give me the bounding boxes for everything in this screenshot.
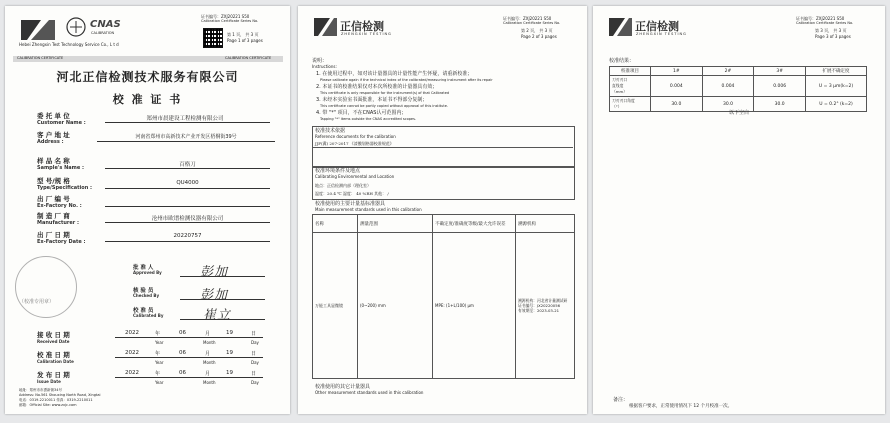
results-title: 校准结果：: [609, 58, 635, 64]
blank-below-note: 以下空白: [728, 110, 749, 116]
received-day-en: Day: [251, 340, 259, 345]
zhengxin-logo-icon: [312, 16, 338, 38]
result-row-2-sample-2: 30.0: [702, 97, 754, 112]
seal-watermark: [15, 256, 77, 318]
verifier-signature: 彭加: [200, 288, 229, 303]
page-number-en: Page 1 of 3 pages: [227, 38, 263, 43]
reference-title: 校准技术依据: [315, 128, 346, 134]
remark-body: 根据客户要求，正常使用情况下 12 个月校准一次。: [629, 404, 733, 409]
sample-underline: [105, 168, 270, 169]
page-number-en: Page 3 of 3 pages: [815, 34, 851, 39]
traceability-cert-no: 证书编号：JX20220056: [518, 303, 561, 308]
received-underline: [115, 337, 263, 338]
ex-factory-date-underline: [105, 241, 270, 242]
results-header-2: 2#: [702, 67, 754, 76]
issue-year: 2022: [125, 370, 139, 376]
zhengxin-logo-icon: [19, 18, 59, 42]
ex-factory-date-value: 20220757: [173, 233, 202, 239]
reference-body: JJF(冀) 207-2017 《漆膜划格器校准规范》: [315, 141, 394, 146]
calibration-year: 2022: [125, 350, 139, 356]
received-day: 19: [226, 330, 233, 336]
type-underline: [105, 188, 270, 189]
received-month-en: Month: [203, 340, 216, 345]
address-value: 河南省郑州市高新技术产业开发区梧桐街39号: [135, 134, 237, 140]
header-band-right-text: CALIBRATION CERTIFICATE: [225, 56, 272, 60]
header-name: 名称: [313, 215, 358, 233]
address-label: 客 户 地 址: [37, 131, 70, 139]
result-row-1-sample-3: 0.006: [754, 76, 806, 97]
note-1-en: Please calibrate again if the technical index of the calibrated/measuring instrument after its repair: [320, 78, 493, 82]
page-number-cn: 第 2 页， 共 3 页: [521, 28, 553, 33]
cert-no-en: Calibration Certificate Series No.: [503, 21, 561, 25]
note-3: 3. 未经本实验室书面批准，本证书不得部分复制；: [316, 97, 428, 103]
calibration-year-en: Year: [155, 360, 164, 365]
standards-table: [312, 214, 575, 379]
calibration-day: 19: [226, 350, 233, 356]
calibrator-label: 校 准 员: [133, 308, 154, 314]
certificate-title: 校 准 证 书: [112, 93, 183, 106]
result-row-1-item: 刀刃刃口 直线度 （mm）: [610, 76, 651, 97]
issue-day-en: Day: [251, 380, 259, 385]
type-label: 型 号/规 格: [37, 177, 70, 185]
page-number-cn: 第 1 页， 共 3 页: [227, 32, 259, 37]
sample-label-en: Sample's Name :: [37, 165, 85, 171]
results-header-uncertainty: 扩展不确定度: [806, 67, 867, 76]
logo-en: ZHENGXIN TESTING: [341, 32, 392, 36]
standard-uncertainty: MPE: (1+L/100) μm: [433, 233, 516, 379]
footer-web: 邮箱：Official Site: www.zxjc.com: [19, 403, 77, 407]
client-value: 郑州市晨建设工程检测有限公司: [146, 116, 224, 122]
footer-tel: 电话：0319-2210011 传真：0319-2210011: [19, 398, 93, 402]
issue-month-unit: 月: [205, 371, 211, 377]
calibration-month: 06: [179, 350, 186, 356]
result-row-2-sample-3: 30.0: [754, 97, 806, 112]
received-year-en: Year: [155, 340, 164, 345]
cert-no-en: Calibration Certificate Series No.: [796, 21, 854, 25]
header-traceability: 溯源机构: [516, 215, 575, 233]
result-row-1-uncertainty: U = 3 μm(k=2): [806, 76, 867, 97]
issue-year-en: Year: [155, 380, 164, 385]
type-label-en: Type/Specification :: [37, 185, 93, 191]
note-2-en: This certificate is only responsible for the instrument(s) of that Calibrated: [320, 91, 450, 95]
page-number-en: Page 2 of 3 pages: [521, 34, 557, 39]
received-date-label-en: Received Date: [37, 339, 70, 344]
logo-en: ZHENGXIN TESTING: [636, 32, 687, 36]
result-row-1-sample-1: 0.004: [651, 76, 703, 97]
factory-no-underline: [105, 206, 270, 207]
traceability-institute: 溯源机构：河北省计量测试研: [518, 298, 568, 303]
calibration-date-label: 校 准 日 期: [37, 351, 70, 359]
result-row-2-sample-1: 30.0: [651, 97, 703, 112]
note-4: 4. 带 "*" 项目，不在CNAS认可范围内；: [316, 110, 407, 116]
client-label-en: Customer Name :: [37, 120, 86, 126]
zhengxin-logo-icon: [607, 16, 633, 38]
verifier-label-en: Checked By: [133, 293, 160, 298]
manufacturer-underline: [105, 222, 270, 223]
calibration-year-unit: 年: [155, 351, 161, 357]
cert-no-label: 证书编号：ZXJ20221 S50: [796, 16, 845, 21]
cert-no-en: Calibration Certificate Series No.: [201, 19, 259, 23]
company-name: 河北正信检测技术服务有限公司: [56, 70, 239, 84]
calibration-underline: [115, 357, 263, 358]
standards-title: 校准使用的主要计量基标准器具: [315, 201, 386, 207]
issue-month: 06: [179, 370, 186, 376]
seal-label: （校准专用章）: [19, 299, 55, 305]
factory-no-label: 出 厂 编 号: [37, 195, 70, 203]
manufacturer-label-en: Manufacturer :: [37, 220, 79, 226]
calibration-day-en: Day: [251, 360, 259, 365]
approver-underline: [180, 276, 265, 277]
received-month-unit: 月: [205, 331, 211, 337]
certificate-page-2: [298, 6, 587, 414]
received-year: 2022: [125, 330, 139, 336]
notes-title-en: Instructions:: [312, 64, 337, 69]
environment-conditions: 温度：20.4 ℃ 湿度： 40 %RH 其他： /: [315, 191, 389, 196]
standard-name: 万能工具显微镜: [313, 233, 358, 379]
note-4-en: Tapping "*" items outside the CNAS accredited scopes.: [320, 117, 417, 121]
logo-text: 正信检测: [635, 20, 679, 33]
other-standards-en: Other measurement standards used in this calibration: [315, 390, 424, 395]
other-standards-title: 校准使用的其它计量器具: [315, 384, 371, 390]
calibration-month-unit: 月: [205, 351, 211, 357]
approver-signature: 彭加: [200, 265, 229, 280]
issue-underline: [115, 377, 263, 378]
certificate-page-3: [593, 6, 885, 414]
calibrator-signature: 崔立: [203, 308, 232, 323]
footer-address-en: Address: No.561 Shouxing North Road, Xingtai: [19, 393, 101, 397]
manufacturer-value: 沧州市欧谱检测仪器有限公司: [151, 216, 224, 222]
certificate-page-1: [5, 6, 290, 414]
issue-day: 19: [226, 370, 233, 376]
results-table: [609, 66, 867, 112]
ex-factory-date-label-en: Ex-Factory Date :: [37, 239, 86, 245]
header-band-left-text: CALIBRATION CERTIFICATE: [17, 56, 64, 60]
note-1: 1. 在使用过程中，如对该计量器具的计量性能产生怀疑，请重新校准；: [316, 71, 473, 77]
manufacturer-label: 制 造 厂 商: [37, 212, 70, 220]
traceability-valid-until: 有效期至：2023-03-21: [518, 308, 560, 313]
result-row-2-item: 刀刃刃口角度 （°）: [610, 97, 651, 112]
calibration-date-label-en: Calibration Date: [37, 359, 74, 364]
client-underline: [105, 122, 270, 123]
remark-label: 备注：: [613, 397, 629, 403]
header-range: 测量范围: [358, 215, 433, 233]
issue-date-label: 发 布 日 期: [37, 371, 70, 379]
standard-traceability: [516, 233, 575, 379]
factory-no-label-en: Ex-Factory No. :: [37, 203, 82, 209]
sample-value: 百格刀: [179, 162, 196, 168]
calibration-day-unit: 日: [251, 351, 257, 357]
result-row-2-uncertainty: U = 0.2° (k=2): [806, 97, 867, 112]
issue-month-en: Month: [203, 380, 216, 385]
reference-en: Reference documents for the calibration: [315, 134, 396, 139]
issue-day-unit: 日: [251, 371, 257, 377]
received-date-label: 接 收 日 期: [37, 331, 70, 339]
result-row-1-sample-2: 0.004: [702, 76, 754, 97]
received-month: 06: [179, 330, 186, 336]
received-day-unit: 日: [251, 331, 257, 337]
cnas-logo: CNAS: [90, 19, 121, 30]
calibration-month-en: Month: [203, 360, 216, 365]
address-label-en: Address :: [37, 139, 64, 145]
sample-label: 样 品 名 称: [37, 157, 70, 165]
issue-date-label-en: Issue Date: [37, 379, 61, 384]
issue-year-unit: 年: [155, 371, 161, 377]
calibration-mark: CALIBRATION: [91, 31, 115, 35]
results-header-item: 校准项目: [610, 67, 651, 76]
calibrator-underline: [180, 319, 265, 320]
logo-text: 正信检测: [340, 20, 384, 33]
cert-no-label: 证书编号：ZXJ20221 S50: [503, 16, 552, 21]
ilac-mra-logo-icon: [65, 16, 87, 38]
company-english-name: Hebei Zhengxin Test Technology Service Co., L t d: [19, 42, 119, 47]
received-year-unit: 年: [155, 331, 161, 337]
note-2: 2. 本证书的校准结果仅对本次所校准的计量器具有效；: [316, 84, 438, 90]
results-header-1: 1#: [651, 67, 703, 76]
notes-title: 说明：: [312, 58, 328, 64]
address-underline: [97, 141, 275, 142]
client-label: 委 托 单 位: [37, 112, 70, 120]
ex-factory-date-label: 出 厂 日 期: [37, 231, 70, 239]
calibrator-label-en: Calibrated By: [133, 313, 164, 318]
standard-range: (0~200) mm: [358, 233, 433, 379]
reference-divider: [312, 147, 573, 148]
qr-code-icon: [203, 28, 223, 48]
results-header-3: 3#: [754, 67, 806, 76]
standards-en: Main measurement standards used in this calibration: [315, 207, 422, 212]
type-value: QU4000: [176, 180, 199, 186]
header-uncertainty: 不确定度/准确度等级/最大允许误差: [433, 215, 516, 233]
environment-location: 地点：正信检测内部（理化室）: [315, 183, 371, 188]
page-number-cn: 第 3 页， 共 3 页: [815, 28, 847, 33]
note-3-en: This certificate cannot be partly copied without approval of this institute.: [320, 104, 448, 108]
verifier-label: 核 验 员: [133, 288, 154, 294]
verifier-underline: [180, 299, 265, 300]
environment-en: Calibrating Environmental and Location: [315, 174, 395, 179]
approver-label: 批 准 人: [133, 265, 154, 271]
footer-address: 地址：郑州市市漂新街34号: [19, 388, 62, 392]
environment-title: 校准环境条件及地点: [315, 168, 361, 174]
cert-no-label: 证书编号：ZXJ20221 S50: [201, 14, 250, 19]
approver-label-en: Approved By: [133, 270, 162, 275]
